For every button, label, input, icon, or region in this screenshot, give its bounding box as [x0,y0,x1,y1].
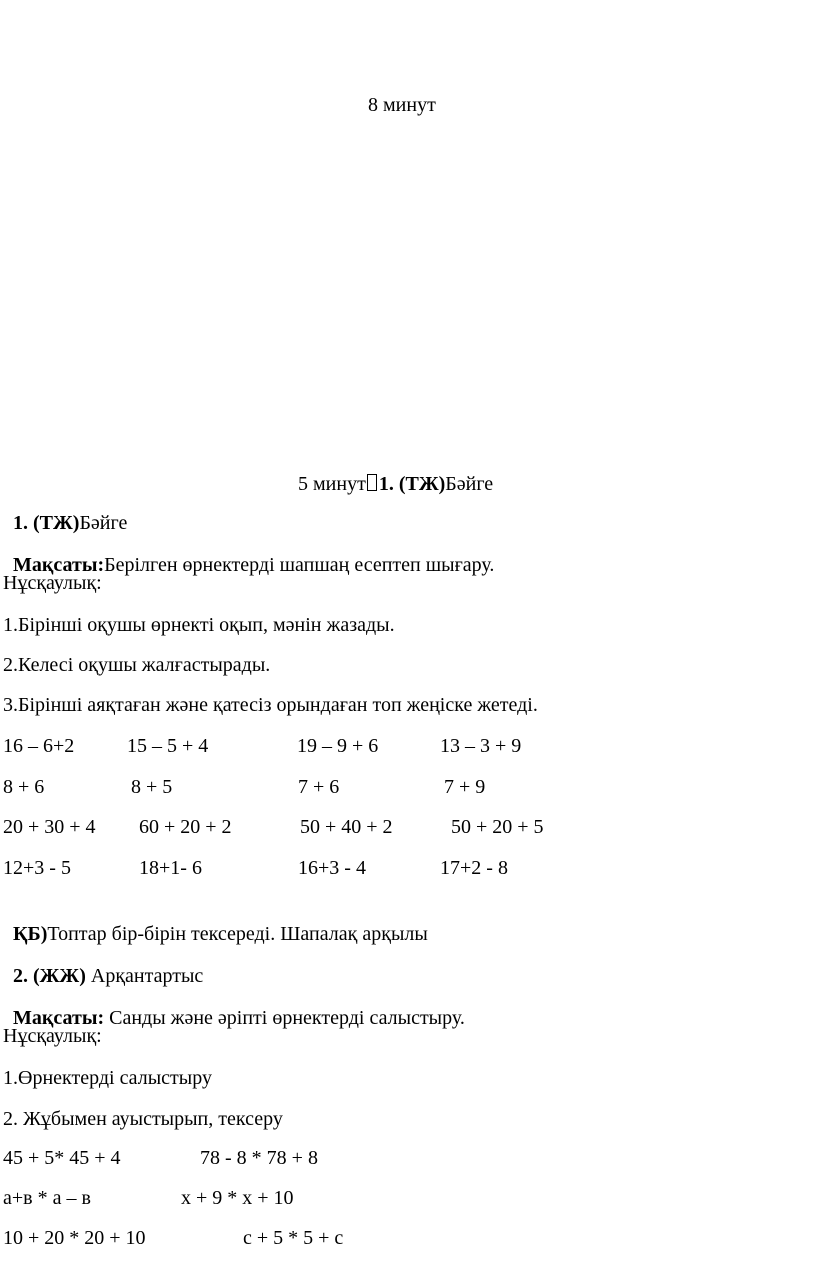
section-header-line [288,448,493,496]
feedback-label: ҚБ) [13,923,48,945]
task2-step: 2. Жұбымен ауыстырып, тексеру [3,1108,283,1130]
task1-step: 1.Бірінші оқушы өрнекті оқып, мәнін жазады. [3,614,395,636]
goal-label: Мақсаты: [13,554,105,576]
task1-number: 1. (ТЖ) [13,512,80,534]
comparison: с + 5 * 5 + с [243,1227,344,1249]
checkbox-glyph-icon [367,474,377,491]
expression: 7 + 9 [444,776,486,798]
goal-label: Мақсаты: [13,1007,105,1029]
expression: 7 + 6 [298,776,340,798]
comparison: а+в * а – в [3,1187,91,1209]
goal-text: Санды және әріпті өрнектерді салыстыру. [104,1007,465,1029]
task1-instructions-label: Нұсқаулық: [3,572,102,594]
expression: 50 + 20 + 5 [451,816,544,838]
goal-text: Берілген өрнектерді шапшаң есептеп шығару. [104,554,495,576]
expression: 13 – 3 + 9 [440,735,522,757]
task-title: Бәйге [445,473,494,495]
expression: 12+3 - 5 [3,857,71,879]
expression: 8 + 5 [131,776,173,798]
task1-feedback [3,898,428,946]
expression: 8 + 6 [3,776,45,798]
task2-step: 1.Өрнектерді салыстыру [3,1067,212,1089]
task2-goal [3,982,465,1030]
expression: 15 – 5 + 4 [127,735,209,757]
task1-step: 2.Келесі оқушы жалғастырады. [3,654,271,676]
task2-title: Арқантартыс [85,965,204,987]
task1-step: 3.Бірінші аяқтаған және қатесіз орындаған топ жеңіске жетеді. [3,694,538,716]
comparison: 78 - 8 * 78 + 8 [200,1147,318,1169]
expression: 60 + 20 + 2 [139,816,232,838]
task1-title: Бәйге [79,512,128,534]
expression: 20 + 30 + 4 [3,816,96,838]
comparison: 45 + 5* 45 + 4 [3,1147,121,1169]
comparison: х + 9 * х + 10 [181,1187,294,1209]
comparison: 10 + 20 * 20 + 10 [3,1227,146,1249]
task1-heading [3,487,127,535]
task2-heading [3,940,203,988]
task2-instructions-label: Нұсқаулық: [3,1025,102,1047]
task-number: 1. (ТЖ) [378,473,446,495]
feedback-text: Топтар бір-бірін тексереді. Шапалақ арқылы [47,923,428,945]
expression: 50 + 40 + 2 [300,816,393,838]
time-label: 5 минут [298,473,366,495]
task1-goal [3,529,494,577]
task2-number: 2. (ЖЖ) [13,965,86,987]
expression: 18+1- 6 [139,857,202,879]
time-label-top: 8 минут [368,94,436,116]
expression: 19 – 9 + 6 [297,735,379,757]
expression: 16+3 - 4 [298,857,366,879]
expression: 16 – 6+2 [3,735,75,757]
expression: 17+2 - 8 [440,857,508,879]
